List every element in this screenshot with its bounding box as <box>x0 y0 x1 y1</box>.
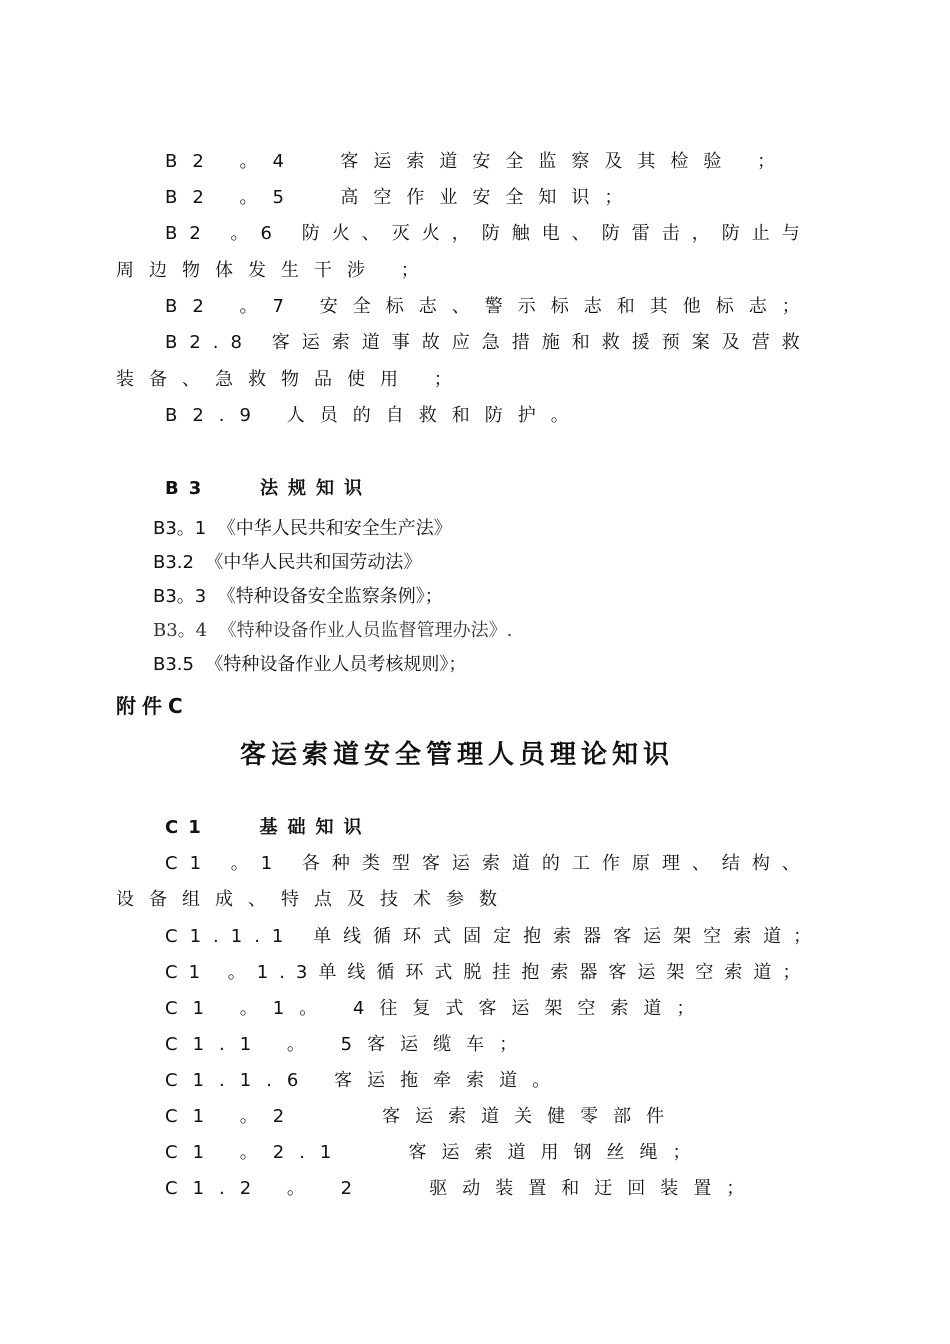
item-c1-1-3: C1 。1.3单线循环式脱挂抱索器客运架空索道； <box>165 962 812 983</box>
item-b3-3: B3。3 《特种设备安全监察条例》； <box>153 586 443 607</box>
item-c1-1-line1: C1 。1 各种类型客运索道的工作原理、结构、 <box>165 853 812 874</box>
item-c1-1-5: C1.1 。 5客运缆车； <box>165 1034 533 1055</box>
item-b2-6-line1: B2 。6 防火、灭火，防触电、防雷击，防止与 <box>165 223 812 244</box>
item-b2-5: B2 。5 高空作业安全知识； <box>165 187 638 208</box>
item-b3-5: B3.5 《特种设备作业人员考核规则》； <box>153 654 467 675</box>
item-c1-1-1: C1.1.1 单线循环式固定抱索器客运架空索道； <box>165 926 824 947</box>
item-c1-1-4: C1 。1。 4往复式客运架空索道； <box>165 998 710 1019</box>
item-b2-8-line1: B2.8 客运索道事故应急措施和救援预案及营救 <box>165 332 812 353</box>
item-b2-8-line2: 装备、急救物品使用 ； <box>116 369 467 390</box>
item-b3-4: B3。4 《特种设备作业人员监督管理办法》. <box>153 620 513 641</box>
appendix-title: 客运索道安全管理人员理论知识 <box>240 740 675 770</box>
item-b2-6-line2: 周边物体发生干涉 ； <box>116 260 434 281</box>
section-c1-heading: C1 基础知识 <box>165 817 372 838</box>
item-b2-4: B2 。4 客运索道安全监察及其检验 ； <box>165 151 791 172</box>
item-b3-1: B3。1 《中华人民共和安全生产法》 <box>153 518 452 539</box>
section-b3-heading: B3 法规知识 <box>165 478 373 499</box>
appendix-label: 附件C <box>116 694 189 718</box>
item-c1-1-6: C1.1.6 客运拖牵索道。 <box>165 1070 566 1091</box>
item-c1-2-2: C1.2 。 2 驱动装置和迂回装置； <box>165 1178 760 1199</box>
item-c1-2: C1 。2 客运索道关健零部件 <box>165 1106 680 1127</box>
item-c1-1-line2: 设备组成、特点及技术参数 <box>116 889 512 910</box>
item-b3-2: B3.2 《中华人民共和国劳动法》 <box>153 552 422 573</box>
item-b2-7: B2 。7 安全标志、警示标志和其他标志； <box>165 296 815 317</box>
item-b2-9: B2.9 人员的自救和防护。 <box>165 405 584 426</box>
item-c1-2-1: C1 。2.1 客运索道用钢丝绳； <box>165 1142 706 1163</box>
